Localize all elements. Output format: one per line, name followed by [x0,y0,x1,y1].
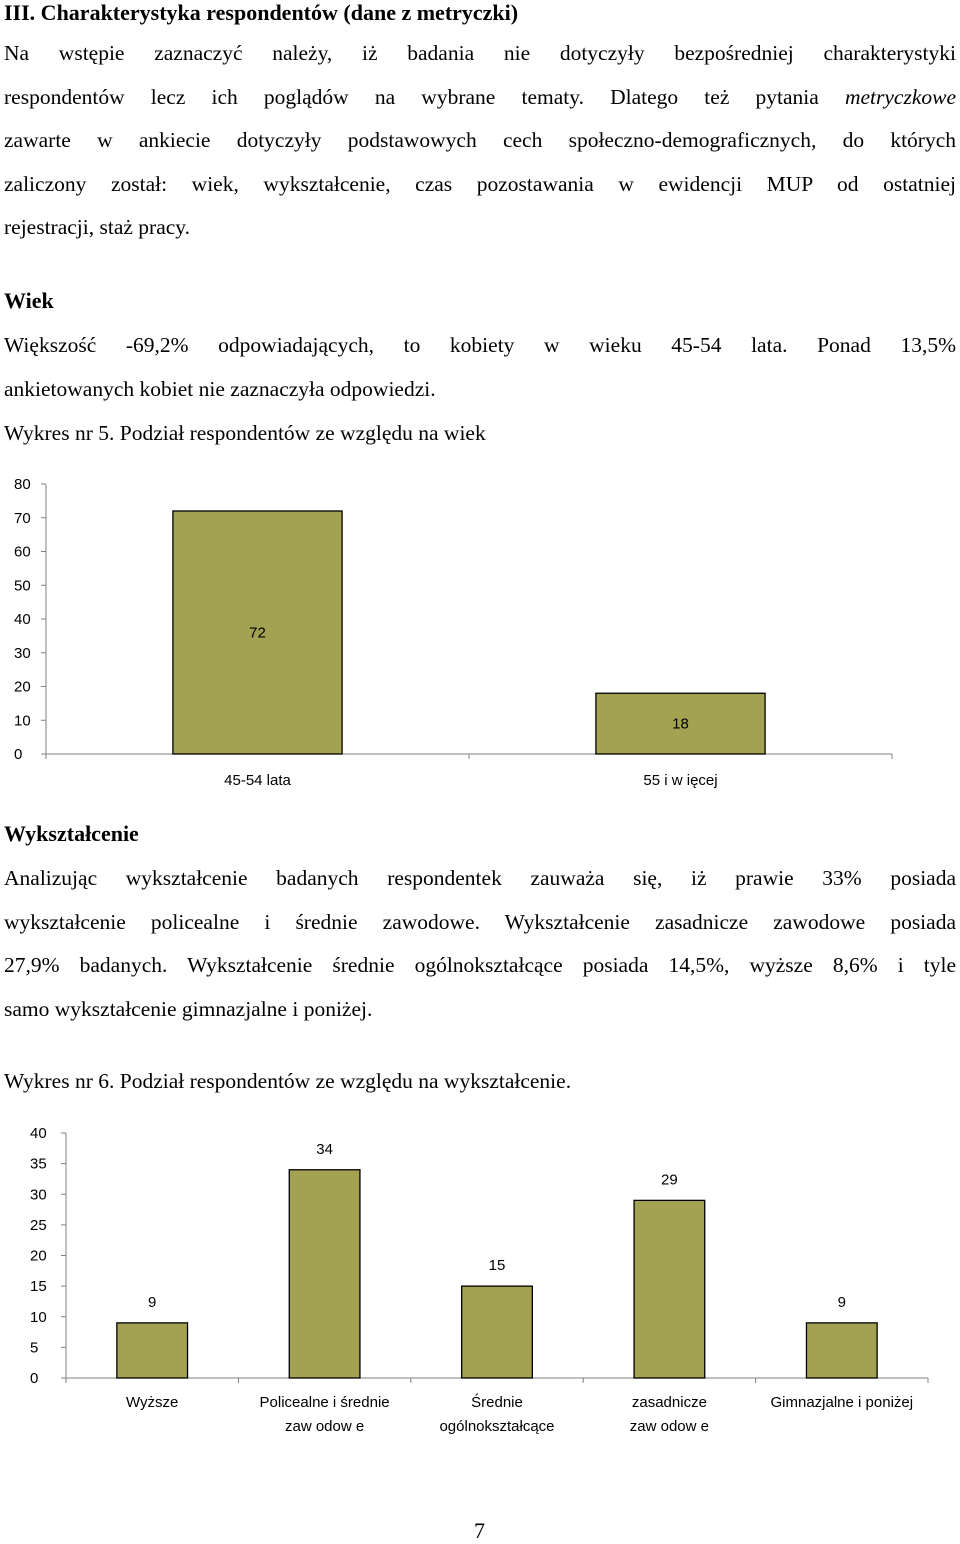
y-tick-label: 0 [30,1370,39,1387]
y-tick-label: 25 [30,1216,47,1234]
bar [806,1323,877,1378]
intro-line-2 [4,76,956,120]
y-tick-label: 80 [14,476,31,493]
y-tick-label: 40 [30,1125,47,1142]
category-label: zaw odow e [629,1418,710,1435]
y-tick-label: 50 [14,577,31,595]
y-tick-label: 40 [14,611,31,628]
y-tick-label: 20 [30,1247,47,1265]
intro-line-3: zawarte w ankiecie dotyczyły podstawowych cech społeczno-demograficznych, do których [4,128,956,152]
age-line-2: ankietowanych kobiet nie zaznaczyła odpowiedzi. [4,376,436,401]
y-tick-label: 10 [30,1308,47,1326]
y-tick-label: 20 [14,678,31,696]
age-heading: Wiek [4,288,54,313]
intro-italic-term: metryczkowe [844,84,956,109]
y-tick-label: 5 [30,1339,39,1357]
category-label: ogólnokształcące [439,1418,555,1435]
education-line-3: 27,9% badanych. Wykształcenie średnie ogólnokształcące posiada 14,5%, wyższe 8,6% i tyle [4,953,956,977]
category-label: Wyższe [126,1394,179,1411]
category-label: Średnie [471,1394,523,1411]
category-label: zasadnicze [631,1394,707,1411]
education-heading: Wykształcenie [4,821,139,846]
age-chart [0,470,960,800]
data-label: 15 [488,1257,506,1275]
intro-paragraph [4,32,956,250]
chart6-caption: Wykres nr 6. Podział respondentów ze względu na wykształcenie. [4,1069,572,1093]
y-tick-label: 0 [14,746,23,763]
data-label: 72 [249,624,266,642]
education-chart [0,1120,960,1450]
intro-line-5: rejestracji, staż pracy. [4,215,191,239]
data-label: 34 [316,1140,333,1158]
data-label: 9 [837,1293,846,1311]
education-paragraph [4,857,956,1031]
y-tick-label: 10 [14,712,31,730]
category-label: 45-54 lata [224,772,291,789]
bar [117,1323,188,1378]
y-tick-label: 70 [14,509,31,527]
category-label: 55 i w ięcej [643,772,718,789]
y-tick-label: 30 [14,644,31,662]
category-label: Policealne i średnie [259,1394,390,1411]
age-paragraph [4,324,956,411]
data-label: 9 [148,1293,157,1311]
education-line-1: Analizując wykształcenie badanych respondentek zauważa się, iż prawie 33% posiada [4,866,956,890]
intro-line-1: Na wstępie zaznaczyć należy, iż badania nie dotyczyły bezpośredniej charakterystyki [4,41,956,65]
category-label: zaw odow e [284,1418,365,1435]
chart5-caption: Wykres nr 5. Podział respondentów ze względu na wiek [4,421,486,445]
intro-line-4: zaliczony został: wiek, wykształcenie, czas pozostawania w ewidencji MUP od ostatniej [4,171,956,196]
bar [289,1170,360,1378]
education-line-4: samo wykształcenie gimnazjalne i poniżej. [4,996,373,1021]
bar [462,1286,533,1378]
y-tick-label: 60 [14,543,31,561]
age-line-1: Większość -69,2% odpowiadających, to kobiety w wieku 45-54 lata. Ponad 13,5% [4,333,956,357]
page-number: 7 [474,1518,485,1543]
data-label: 18 [672,715,689,733]
section-title: III. Charakterystyka respondentów (dane z metryczki) [4,0,519,25]
intro-line-2-text: respondentów lecz ich poglądów na wybrane tematy. Dlatego też pytania [4,84,819,109]
education-line-2: wykształcenie policealne i średnie zawodowe. Wykształcenie zasadnicze zawodowe posiada [4,909,956,934]
data-label: 29 [661,1171,678,1189]
category-label: Gimnazjalne i poniżej [770,1394,914,1411]
bar [634,1200,705,1378]
y-tick-label: 15 [30,1278,47,1296]
y-tick-label: 30 [30,1186,47,1204]
y-tick-label: 35 [30,1155,47,1173]
